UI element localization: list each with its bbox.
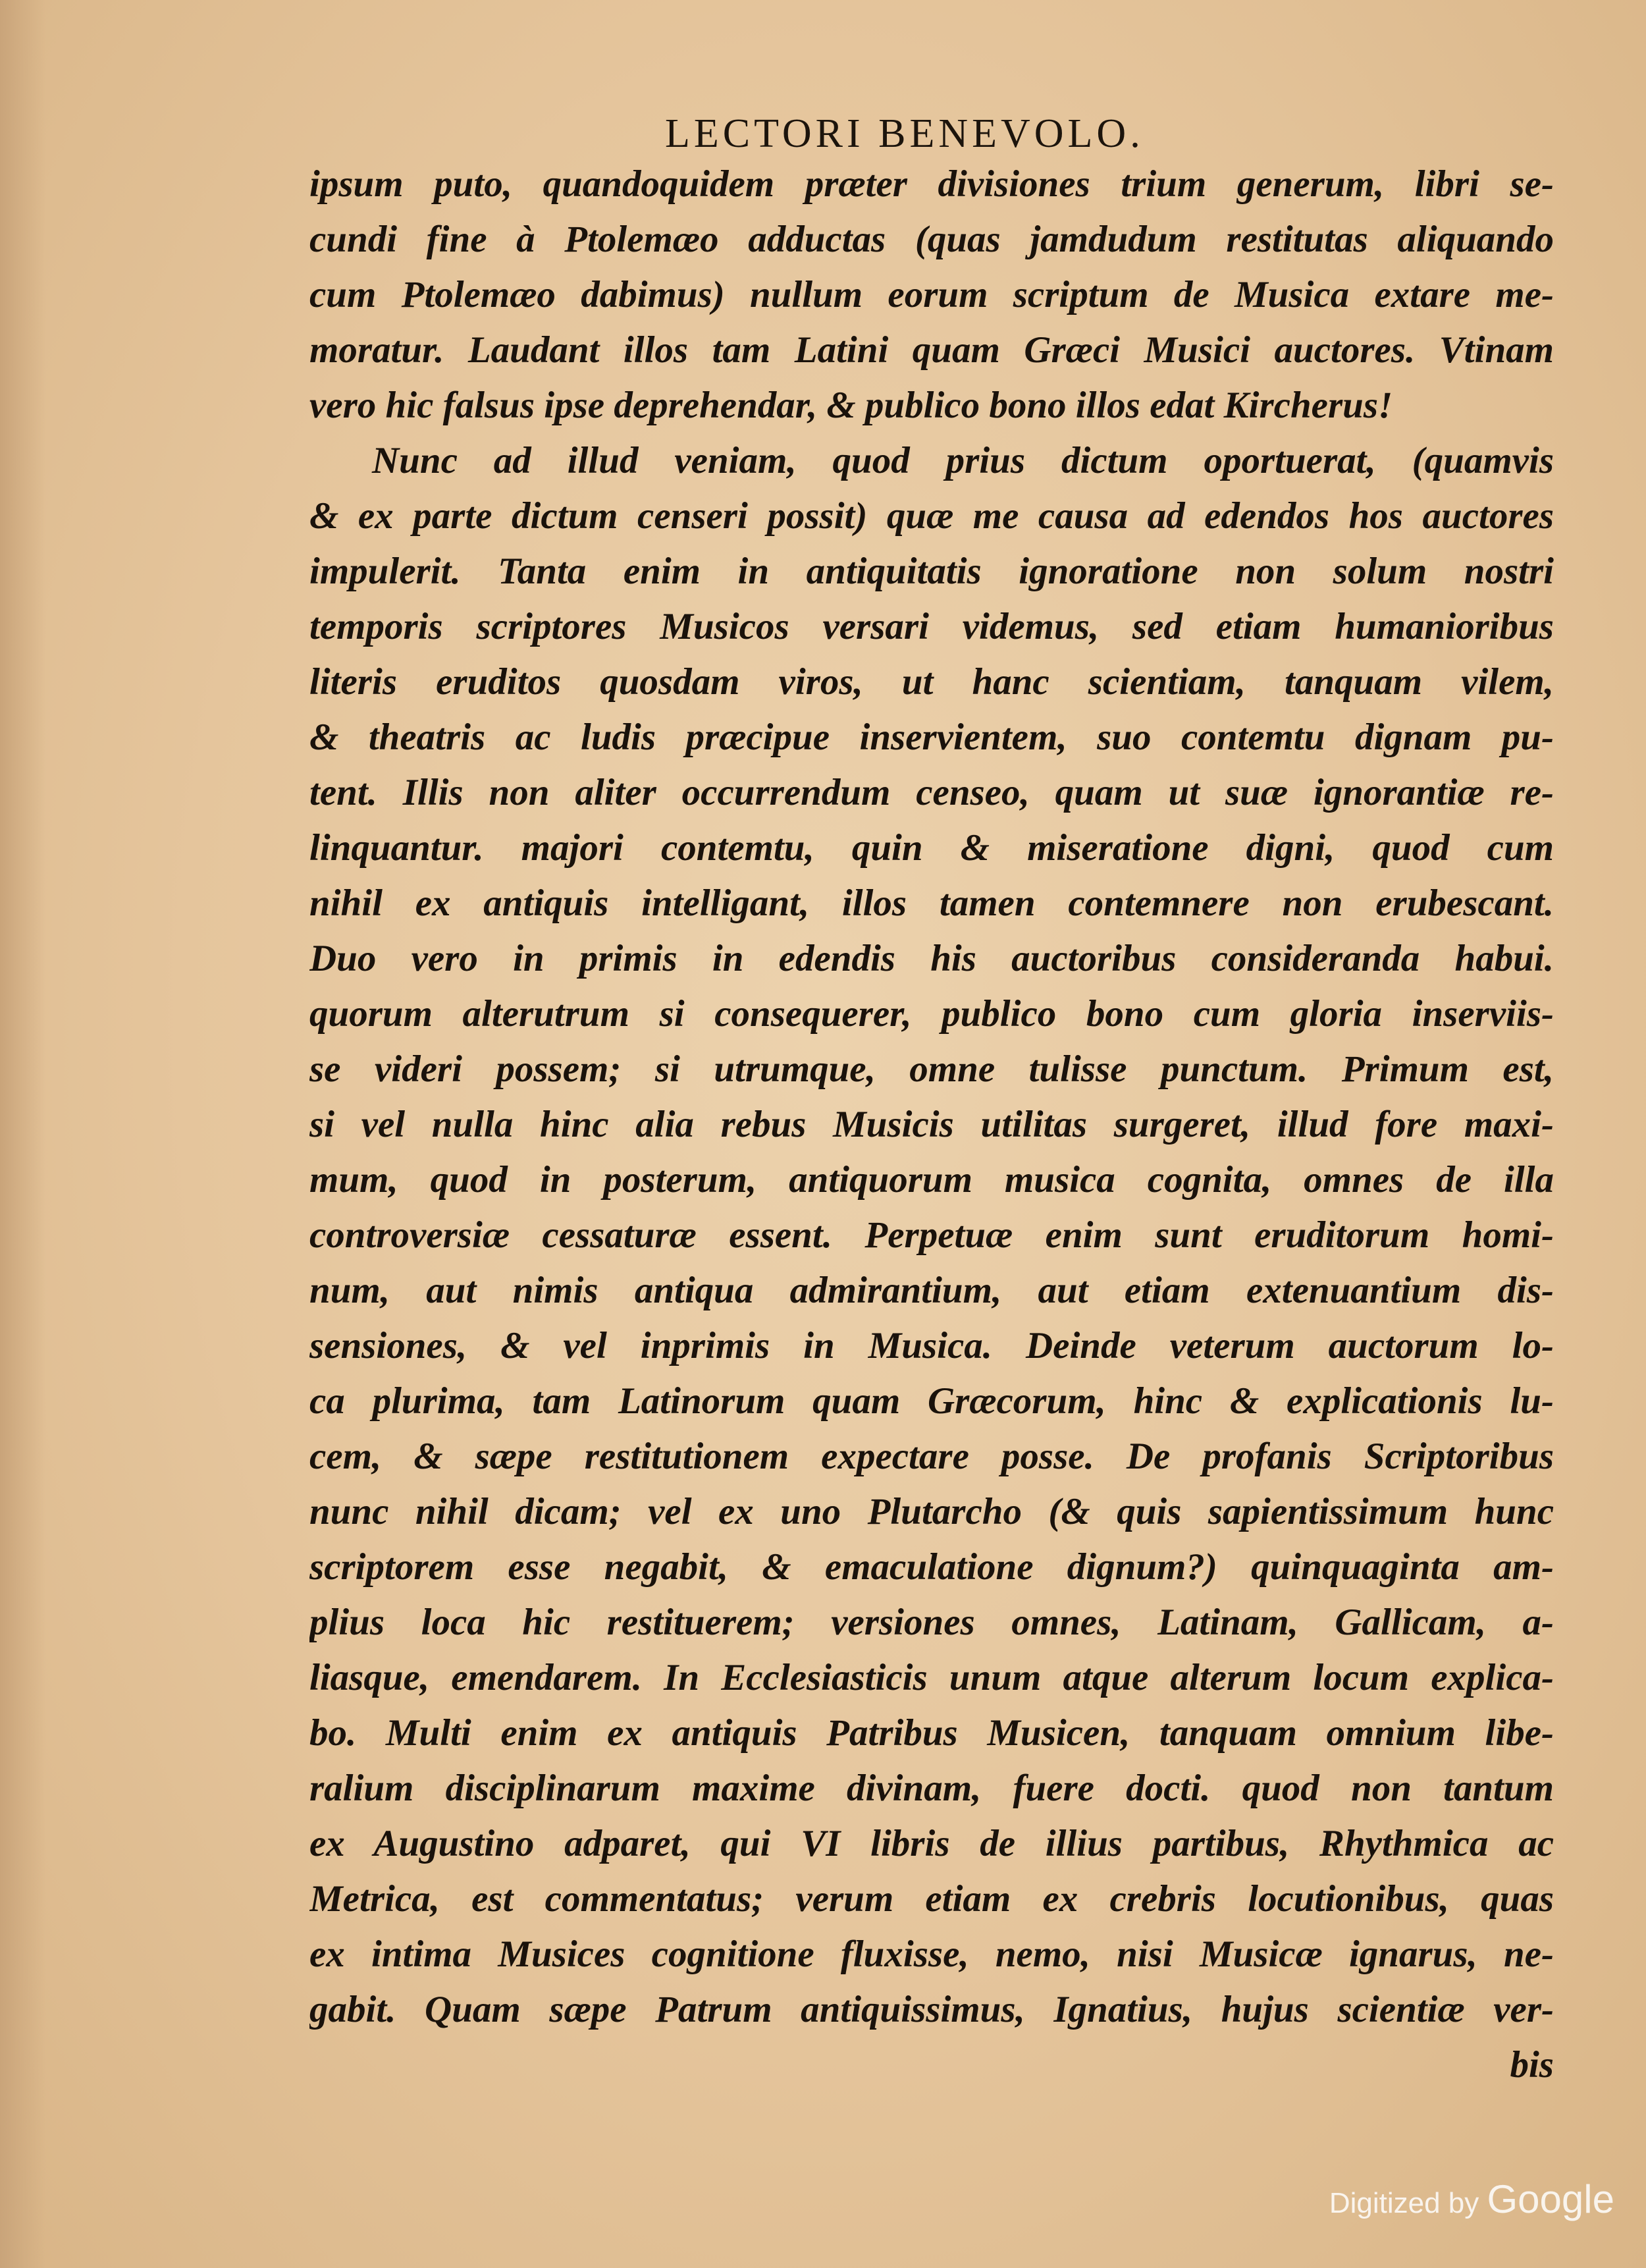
catchword: bis: [1510, 2044, 1554, 2086]
text-line-31: ex Augustino adparet, qui VI libris de illius partibus, Rhythmica ac: [309, 1823, 1554, 1864]
text-line-30: ralium disciplinarum maxime divinam, fuere docti. quod non tantum: [309, 1768, 1554, 1809]
digitized-watermark: [1329, 2176, 1614, 2222]
text-line-11: & theatris ac ludis præcipue inservientem, suo contemtu dignam pu-: [309, 716, 1554, 758]
text-line-16: quorum alterutrum si consequerer, publico bono cum gloria inserviis-: [309, 993, 1554, 1035]
text-line-13: linquantur. majori contemtu, quin & miseratione digni, quod cum: [309, 827, 1554, 869]
text-line-3: cum Ptolemæo dabimus) nullum eorum scriptum de Musica extare me-: [309, 274, 1554, 315]
text-line-27: plius loca hic restituerem; versiones omnes, Latinam, Gallicam, a-: [309, 1602, 1554, 1643]
text-line-18: si vel nulla hinc alia rebus Musicis utilitas surgeret, illud fore maxi-: [309, 1104, 1554, 1145]
text-line-23: ca plurima, tam Latinorum quam Græcorum, hinc & explicationis lu-: [309, 1380, 1554, 1422]
text-line-7: & ex parte dictum censeri possit) quæ me causa ad edendos hos auctores: [309, 495, 1554, 537]
text-line-33: ex intima Musices cognitione fluxisse, nemo, nisi Musicæ ignarus, ne-: [309, 1933, 1554, 1975]
watermark-prefix: Digitized by: [1329, 2187, 1479, 2219]
text-line-4: moratur. Laudant illos tam Latini quam Græci Musici auctores. Vtinam: [309, 329, 1554, 371]
text-line-9: temporis scriptores Musicos versari videmus, sed etiam humanioribus: [309, 606, 1554, 647]
text-line-24: cem, & sæpe restitutionem expectare posse. De profanis Scriptoribus: [309, 1436, 1554, 1477]
text-line-21: num, aut nimis antiqua admirantium, aut etiam extenuantium dis-: [309, 1270, 1554, 1311]
page-header: [665, 111, 1144, 157]
header-title: LECTORI BENEVOLO.: [665, 111, 1144, 156]
text-line-8: impulerit. Tanta enim in antiquitatis ignoratione non solum nostri: [309, 551, 1554, 592]
text-line-15: Duo vero in primis in edendis his auctoribus consideranda habui.: [309, 938, 1554, 979]
text-line-26: scriptorem esse negabit, & emaculatione dignum?) quinquaginta am-: [309, 1546, 1554, 1588]
text-line-5: vero hic falsus ipse deprehendar, & publico bono illos edat Kircherus!: [309, 385, 1393, 426]
text-line-2: cundi fine à Ptolemæo adductas (quas jamdudum restitutas aliquando: [309, 219, 1554, 260]
body-text: [309, 157, 1554, 2093]
page-shadow: [0, 0, 46, 2268]
text-line-29: bo. Multi enim ex antiquis Patribus Musicen, tanquam omnium libe-: [309, 1712, 1554, 1754]
text-line-12: tent. Illis non aliter occurrendum censeo, quam ut suæ ignorantiæ re-: [309, 772, 1554, 813]
text-line-32: Metrica, est commentatus; verum etiam ex crebris locutionibus, quas: [309, 1878, 1554, 1920]
text-line-14: nihil ex antiquis intelligant, illos tamen contemnere non erubescant.: [309, 882, 1554, 924]
text-line-10: literis eruditos quosdam viros, ut hanc scientiam, tanquam vilem,: [309, 661, 1554, 703]
text-line-22: sensiones, & vel inprimis in Musica. Deinde veterum auctorum lo-: [309, 1325, 1554, 1366]
text-line-20: controversiæ cessaturæ essent. Perpetuæ enim sunt eruditorum homi-: [309, 1214, 1554, 1256]
text-line-6: Nunc ad illud veniam, quod prius dictum oportuerat, (quamvis: [372, 440, 1554, 481]
text-line-28: liasque, emendarem. In Ecclesiasticis unum atque alterum locum explica-: [309, 1657, 1554, 1698]
google-logo: Google: [1487, 2177, 1614, 2221]
text-line-19: mum, quod in posterum, antiquorum musica cognita, omnes de illa: [309, 1159, 1554, 1201]
text-line-17: se videri possem; si utrumque, omne tulisse punctum. Primum est,: [309, 1048, 1554, 1090]
text-line-1: ipsum puto, quandoquidem præter divisiones trium generum, libri se-: [309, 163, 1554, 205]
text-line-25: nunc nihil dicam; vel ex uno Plutarcho (& quis sapientissimum hunc: [309, 1491, 1554, 1532]
text-line-34: gabit. Quam sæpe Patrum antiquissimus, Ignatius, hujus scientiæ ver-: [309, 1989, 1554, 2030]
